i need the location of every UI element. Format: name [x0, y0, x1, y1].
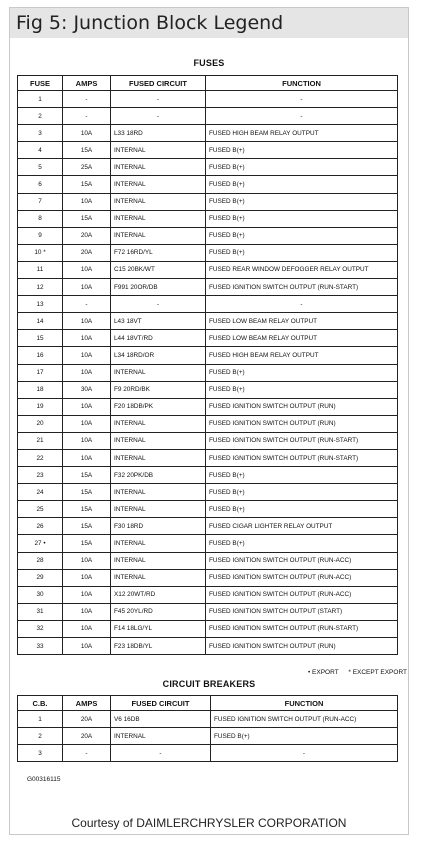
cell-function: FUSED IGNITION SWITCH OUTPUT (RUN): [206, 415, 398, 432]
cell-amps: 15A: [63, 484, 111, 501]
cell-function: FUSED B(+): [206, 159, 398, 176]
table-row: [18, 586, 398, 603]
cell-number: 2: [18, 728, 63, 745]
cell-amps: 20A: [63, 728, 111, 745]
cell-circuit: L34 18RD/OR: [111, 347, 206, 364]
cell-number: 28: [18, 552, 63, 569]
cell-function: -: [206, 91, 398, 108]
cell-amps: 20A: [63, 711, 111, 728]
cell-function: FUSED B(+): [206, 210, 398, 227]
cell-function: -: [211, 745, 398, 762]
cell-number: 14: [18, 313, 63, 330]
cell-number: 7: [18, 193, 63, 210]
cell-circuit: L44 18VT/RD: [111, 330, 206, 347]
cell-amps: 15A: [63, 142, 111, 159]
cell-amps: 30A: [63, 381, 111, 398]
cell-number: 27 •: [18, 535, 63, 552]
cell-circuit: INTERNAL: [111, 193, 206, 210]
cell-function: FUSED B(+): [206, 501, 398, 518]
breakers-header-row: [18, 696, 398, 711]
table-row: [18, 125, 398, 142]
cell-amps: 10A: [63, 398, 111, 415]
cell-amps: 10A: [63, 603, 111, 620]
cell-amps: 15A: [63, 210, 111, 227]
cell-function: FUSED B(+): [206, 381, 398, 398]
cell-function: FUSED HIGH BEAM RELAY OUTPUT: [206, 347, 398, 364]
cell-amps: 10A: [63, 261, 111, 278]
cell-circuit: INTERNAL: [111, 552, 206, 569]
cell-circuit: F72 16RD/YL: [111, 244, 206, 261]
cell-function: FUSED CIGAR LIGHTER RELAY OUTPUT: [206, 518, 398, 535]
table-row: [18, 432, 398, 449]
cell-circuit: L33 18RD: [111, 125, 206, 142]
cell-circuit: INTERNAL: [111, 227, 206, 244]
cell-circuit: INTERNAL: [111, 142, 206, 159]
fuses-header-row: [18, 76, 398, 91]
cell-number: 31: [18, 603, 63, 620]
table-row: [18, 449, 398, 466]
cell-function: FUSED IGNITION SWITCH OUTPUT (RUN-START): [206, 449, 398, 466]
cell-function: FUSED B(+): [206, 227, 398, 244]
table-row: [18, 227, 398, 244]
table-row: [18, 484, 398, 501]
cell-amps: 10A: [63, 638, 111, 655]
cell-circuit: X12 20WT/RD: [111, 586, 206, 603]
figure-title: Fig 5: Junction Block Legend: [10, 8, 408, 38]
table-row: [18, 728, 398, 745]
cell-function: FUSED REAR WINDOW DEFOGGER RELAY OUTPUT: [206, 261, 398, 278]
cell-circuit: INTERNAL: [111, 159, 206, 176]
cell-function: FUSED IGNITION SWITCH OUTPUT (RUN-START): [206, 279, 398, 296]
cell-circuit: INTERNAL: [111, 449, 206, 466]
cell-number: 24: [18, 484, 63, 501]
legend: [27, 669, 407, 676]
cell-function: FUSED IGNITION SWITCH OUTPUT (RUN-START): [206, 432, 398, 449]
table-row: [18, 210, 398, 227]
table-row: [18, 552, 398, 569]
cell-circuit: INTERNAL: [111, 432, 206, 449]
cell-function: FUSED B(+): [206, 244, 398, 261]
cell-function: FUSED LOW BEAM RELAY OUTPUT: [206, 330, 398, 347]
cell-circuit: F991 20OR/DB: [111, 279, 206, 296]
fuses-header-amps: AMPS: [63, 76, 111, 91]
cell-circuit: -: [111, 296, 206, 313]
fuses-header-fuse: FUSE: [18, 76, 63, 91]
fuses-body: [18, 91, 398, 655]
table-row: [18, 467, 398, 484]
cell-function: FUSED IGNITION SWITCH OUTPUT (RUN): [206, 398, 398, 415]
table-row: [18, 108, 398, 125]
cell-amps: 10A: [63, 449, 111, 466]
cell-circuit: F14 18LG/YL: [111, 620, 206, 637]
cell-amps: -: [63, 745, 111, 762]
cell-circuit: F45 20YL/RD: [111, 603, 206, 620]
cell-amps: 10A: [63, 432, 111, 449]
cell-circuit: INTERNAL: [111, 176, 206, 193]
cell-circuit: -: [111, 108, 206, 125]
cell-amps: 15A: [63, 518, 111, 535]
cell-function: FUSED LOW BEAM RELAY OUTPUT: [206, 313, 398, 330]
table-row: [18, 711, 398, 728]
cell-number: 22: [18, 449, 63, 466]
table-row: [18, 244, 398, 261]
cell-amps: 10A: [63, 569, 111, 586]
cell-number: 20: [18, 415, 63, 432]
table-row: [18, 279, 398, 296]
cell-function: FUSED B(+): [206, 176, 398, 193]
cell-function: FUSED IGNITION SWITCH OUTPUT (RUN-START): [206, 620, 398, 637]
table-row: [18, 313, 398, 330]
table-row: [18, 381, 398, 398]
cell-function: FUSED IGNITION SWITCH OUTPUT (RUN-ACC): [206, 552, 398, 569]
cell-amps: 10A: [63, 313, 111, 330]
cell-circuit: L43 18VT: [111, 313, 206, 330]
cell-function: FUSED IGNITION SWITCH OUTPUT (RUN-ACC): [206, 586, 398, 603]
breakers-table: [17, 695, 398, 762]
table-row: [18, 159, 398, 176]
cell-number: 10 *: [18, 244, 63, 261]
cell-function: FUSED B(+): [206, 484, 398, 501]
table-row: [18, 364, 398, 381]
cell-number: 2: [18, 108, 63, 125]
table-row: [18, 296, 398, 313]
cell-circuit: -: [111, 745, 211, 762]
cell-number: 16: [18, 347, 63, 364]
cell-function: FUSED IGNITION SWITCH OUTPUT (RUN-ACC): [206, 569, 398, 586]
cell-number: 9: [18, 227, 63, 244]
cell-number: 26: [18, 518, 63, 535]
cell-amps: 15A: [63, 467, 111, 484]
cell-function: FUSED B(+): [206, 535, 398, 552]
cell-function: FUSED B(+): [206, 193, 398, 210]
cell-number: 5: [18, 159, 63, 176]
breakers-header-amps: AMPS: [63, 696, 111, 711]
cell-number: 3: [18, 745, 63, 762]
breakers-header-circuit: FUSED CIRCUIT: [111, 696, 211, 711]
cell-number: 29: [18, 569, 63, 586]
fuses-header-circuit: FUSED CIRCUIT: [111, 76, 206, 91]
cell-amps: 10A: [63, 620, 111, 637]
cell-amps: -: [63, 296, 111, 313]
table-row: [18, 142, 398, 159]
cell-number: 12: [18, 279, 63, 296]
cell-circuit: INTERNAL: [111, 364, 206, 381]
figure-id: G00316115: [27, 776, 61, 783]
cell-function: FUSED IGNITION SWITCH OUTPUT (RUN-ACC): [211, 711, 398, 728]
cell-amps: 10A: [63, 347, 111, 364]
table-row: [18, 620, 398, 637]
cell-number: 1: [18, 91, 63, 108]
fuses-section-title: FUSES: [193, 58, 225, 68]
cell-circuit: F20 18DB/PK: [111, 398, 206, 415]
cell-number: 4: [18, 142, 63, 159]
cell-number: 1: [18, 711, 63, 728]
cell-circuit: INTERNAL: [111, 569, 206, 586]
cell-amps: 15A: [63, 535, 111, 552]
cell-function: FUSED B(+): [211, 728, 398, 745]
cell-amps: 20A: [63, 244, 111, 261]
table-row: [18, 91, 398, 108]
cell-circuit: F9 20RD/BK: [111, 381, 206, 398]
cell-circuit: V6 16DB: [111, 711, 211, 728]
cell-amps: 15A: [63, 176, 111, 193]
table-row: [18, 193, 398, 210]
legend-export: • EXPORT: [307, 669, 339, 676]
fuses-table: [17, 75, 398, 655]
cell-circuit: INTERNAL: [111, 501, 206, 518]
table-row: [18, 415, 398, 432]
table-row: [18, 638, 398, 655]
cell-function: -: [206, 296, 398, 313]
cell-circuit: INTERNAL: [111, 210, 206, 227]
cell-amps: -: [63, 91, 111, 108]
cell-number: 11: [18, 261, 63, 278]
cell-number: 23: [18, 467, 63, 484]
cell-number: 17: [18, 364, 63, 381]
cell-amps: 25A: [63, 159, 111, 176]
table-row: [18, 398, 398, 415]
cell-number: 30: [18, 586, 63, 603]
cell-number: 18: [18, 381, 63, 398]
table-row: [18, 518, 398, 535]
cell-amps: 10A: [63, 364, 111, 381]
cell-function: FUSED B(+): [206, 364, 398, 381]
cell-function: FUSED IGNITION SWITCH OUTPUT (START): [206, 603, 398, 620]
breakers-body: [18, 711, 398, 762]
table-row: [18, 261, 398, 278]
table-row: [18, 569, 398, 586]
cell-number: 33: [18, 638, 63, 655]
table-row: [18, 501, 398, 518]
table-row: [18, 535, 398, 552]
cell-function: FUSED IGNITION SWITCH OUTPUT (RUN): [206, 638, 398, 655]
cell-amps: -: [63, 108, 111, 125]
cell-number: 6: [18, 176, 63, 193]
table-row: [18, 330, 398, 347]
cell-amps: 10A: [63, 552, 111, 569]
cell-number: 21: [18, 432, 63, 449]
cell-circuit: F30 18RD: [111, 518, 206, 535]
cell-circuit: INTERNAL: [111, 415, 206, 432]
cell-circuit: -: [111, 91, 206, 108]
cell-number: 25: [18, 501, 63, 518]
cell-amps: 10A: [63, 330, 111, 347]
breakers-header-function: FUNCTION: [211, 696, 398, 711]
cell-function: FUSED HIGH BEAM RELAY OUTPUT: [206, 125, 398, 142]
cell-number: 15: [18, 330, 63, 347]
cell-amps: 10A: [63, 279, 111, 296]
table-row: [18, 176, 398, 193]
cell-function: -: [206, 108, 398, 125]
cell-amps: 15A: [63, 501, 111, 518]
table-row: [18, 745, 398, 762]
fuses-header-function: FUNCTION: [206, 76, 398, 91]
breakers-section-title: CIRCUIT BREAKERS: [162, 679, 256, 689]
breakers-header-cb: C.B.: [18, 696, 63, 711]
cell-number: 3: [18, 125, 63, 142]
cell-circuit: INTERNAL: [111, 535, 206, 552]
cell-amps: 10A: [63, 193, 111, 210]
cell-circuit: F32 20PK/DB: [111, 467, 206, 484]
cell-amps: 10A: [63, 125, 111, 142]
cell-amps: 10A: [63, 586, 111, 603]
cell-amps: 20A: [63, 227, 111, 244]
table-row: [18, 603, 398, 620]
cell-amps: 10A: [63, 415, 111, 432]
cell-circuit: INTERNAL: [111, 728, 211, 745]
cell-circuit: INTERNAL: [111, 484, 206, 501]
cell-function: FUSED B(+): [206, 467, 398, 484]
cell-function: FUSED B(+): [206, 142, 398, 159]
cell-number: 19: [18, 398, 63, 415]
table-row: [18, 347, 398, 364]
cell-circuit: F23 18DB/YL: [111, 638, 206, 655]
cell-circuit: C15 20BK/WT: [111, 261, 206, 278]
cell-number: 32: [18, 620, 63, 637]
cell-number: 8: [18, 210, 63, 227]
courtesy-caption: Courtesy of DAIMLERCHRYSLER CORPORATION: [71, 816, 347, 830]
cell-number: 13: [18, 296, 63, 313]
legend-except-export: * EXCEPT EXPORT: [348, 669, 407, 676]
